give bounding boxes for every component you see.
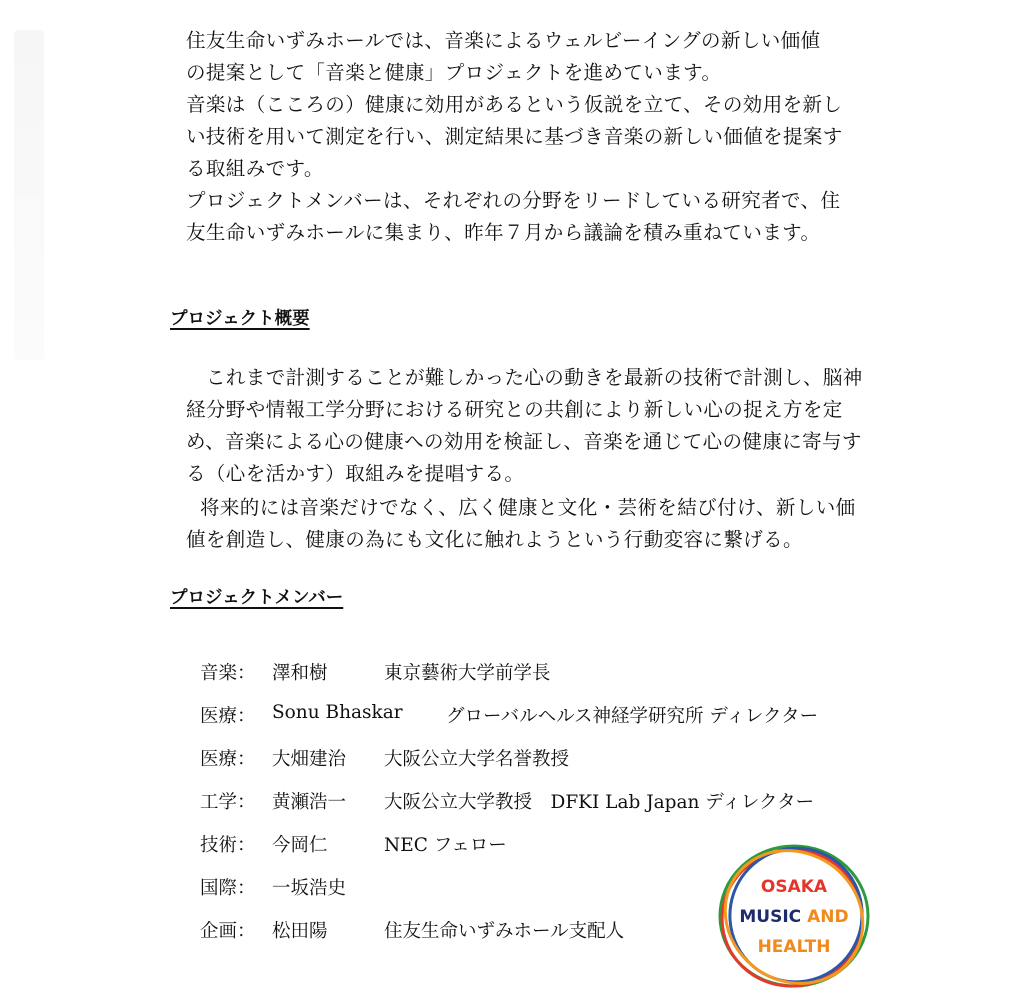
intro-line: 友生命いずみホールに集まり、昨年７月から議論を積み重ねています。 — [186, 221, 821, 244]
member-role: 大阪公立大学名誉教授 — [384, 749, 570, 770]
page-edge-shadow — [14, 30, 44, 360]
intro-line: 住友生命いずみホールでは、音楽によるウェルビーイングの新しい価値 — [186, 29, 821, 52]
intro-line: の提案として「音楽と健康」プロジェクトを進めています。 — [186, 61, 722, 84]
intro-line: い技術を用いて測定を行い、測定結果に基づき音楽の新しい価値を提案す — [186, 125, 843, 148]
overview-heading: プロジェクト概要 — [170, 309, 310, 329]
member-role: グローバルヘルス神経学研究所 ディレクター — [446, 706, 819, 727]
logo-text-osaka: OSAKA — [760, 877, 828, 897]
member-name: Sonu Bhaskar — [272, 702, 403, 723]
logo-text-health: HEALTH — [757, 937, 831, 957]
overview-paragraph — [172, 362, 892, 490]
osaka-music-health-logo — [714, 842, 874, 990]
future-line: 値を創造し、健康の為にも文化に触れようという行動変容に繋げる。 — [186, 528, 803, 551]
member-field: 企画： — [200, 921, 256, 942]
member-field: 医療： — [200, 749, 256, 770]
member-role: 住友生命いずみホール支配人 — [384, 921, 625, 942]
member-role: 大阪公立大学教授 DFKI Lab Japan ディレクター — [384, 792, 815, 813]
intro-line: プロジェクトメンバーは、それぞれの分野をリードしている研究者で、住 — [186, 189, 841, 212]
intro-line: 音楽は（こころの）健康に効用があるという仮説を立て、その効用を新し — [186, 93, 843, 116]
member-name: 一坂浩史 — [272, 878, 347, 899]
member-role: 東京藝術大学前学長 — [384, 663, 551, 684]
member-field: 工学： — [200, 792, 256, 813]
logo-text-music: MUSIC — [739, 907, 802, 927]
logo-text-and: AND — [807, 907, 849, 927]
member-role: NEC フェロー — [384, 835, 507, 856]
member-name: 大畑建治 — [272, 749, 347, 770]
future-line: 将来的には音楽だけでなく、広く健康と文化・芸術を結び付け、新しい価 — [200, 496, 856, 519]
member-field: 音楽： — [200, 663, 256, 684]
overview-line: め、音楽による心の健康への効用を検証し、音楽を通じて心の健康に寄与す — [186, 430, 862, 453]
member-name: 澤和樹 — [272, 663, 328, 684]
members-heading: プロジェクトメンバー — [170, 588, 344, 608]
member-name: 松田陽 — [272, 921, 328, 942]
member-name: 今岡仁 — [272, 835, 328, 856]
member-field: 医療： — [200, 706, 256, 727]
overview-line: る（心を活かす）取組みを提唱する。 — [186, 462, 525, 485]
intro-paragraph — [186, 25, 866, 249]
intro-line: る取組みです。 — [186, 157, 324, 180]
logo-text-music-and — [739, 907, 848, 927]
member-field: 国際： — [200, 878, 256, 899]
overview-line: 経分野や情報工学分野における研究との共創により新しい心の捉え方を定 — [186, 398, 843, 421]
future-paragraph — [172, 492, 892, 556]
member-field: 技術： — [200, 835, 256, 856]
overview-line: これまで計測することが難しかった心の動きを最新の技術で計測し、脳神 — [206, 366, 863, 389]
member-name: 黄瀬浩一 — [272, 792, 347, 813]
